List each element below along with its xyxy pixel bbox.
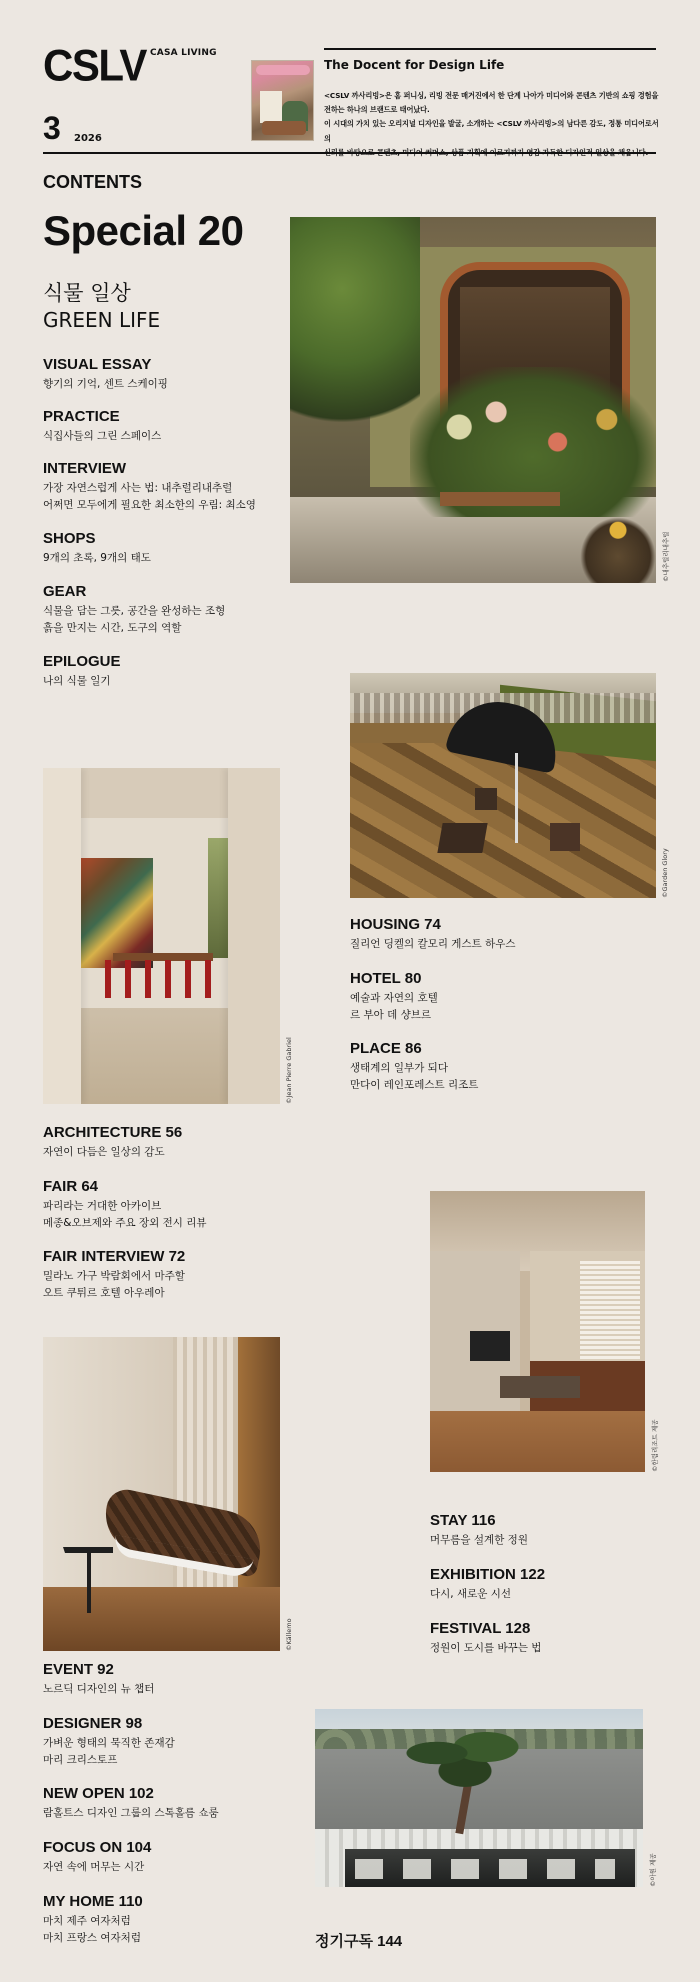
entry-title: FOCUS ON 104 bbox=[43, 1839, 152, 1856]
entry-subtitle: 자연이 다듬은 일상의 감도 bbox=[43, 1146, 165, 1158]
entry-designer[interactable] bbox=[43, 1715, 175, 1768]
entry-subtitle: 생태계의 일부가 되다 bbox=[350, 1062, 448, 1074]
special-title: Special 20 bbox=[43, 207, 244, 254]
entry-place[interactable] bbox=[350, 1040, 478, 1093]
docent-title: The Docent for Design Life bbox=[324, 58, 505, 72]
entry-subtitle: 파리라는 거대한 아카이브 bbox=[43, 1200, 162, 1212]
issue-year: 2026 bbox=[74, 133, 102, 144]
entry-practice[interactable] bbox=[43, 408, 161, 445]
docent-line: 이 시대의 가치 있는 오리지널 디자인을 발굴, 소개하는 <CSLV 까사리빙>의 남다른 감도, 정통 미디어로서의 bbox=[324, 119, 659, 143]
entry-hotel[interactable] bbox=[350, 970, 438, 1023]
special-subtitle-english: GREEN LIFE bbox=[43, 308, 161, 332]
special-subtitle-korean: 식물 일상 bbox=[43, 281, 131, 305]
entry-subtitle: 향기의 기억, 센트 스케이핑 bbox=[43, 378, 168, 390]
entry-title: HOTEL 80 bbox=[350, 970, 422, 987]
entry-subtitle: 식집사들의 그린 스페이스 bbox=[43, 430, 162, 442]
entry-fair[interactable] bbox=[43, 1178, 207, 1231]
entry-subtitle: 가벼운 형태의 묵직한 존재감 bbox=[43, 1737, 175, 1749]
entry-subtitle: 다시, 새로운 시선 bbox=[430, 1588, 512, 1600]
entry-title: GEAR bbox=[43, 583, 87, 600]
photo-credit: ©Garden Glory bbox=[661, 848, 669, 898]
photo-credit: ©Jean Pierre Gabriel bbox=[285, 1037, 293, 1104]
entry-subtitle: 오트 쿠튀르 호텔 아우레아 bbox=[43, 1286, 165, 1299]
entry-title: PLACE 86 bbox=[350, 1040, 422, 1057]
entry-subtitle: 예술과 자연의 호텔 bbox=[350, 992, 438, 1004]
entry-title: FAIR INTERVIEW 72 bbox=[43, 1248, 186, 1265]
docent-line: 신뢰를 바탕으로 콘텐츠, 미디어 커머스, 상품 기획에 이르기까지 영감 가득한 디자인적 일상을 채웁니다. bbox=[324, 147, 649, 157]
entry-subtitle: 어쩌면 모두에게 필요한 최소한의 우림: 최소영 bbox=[43, 498, 256, 511]
entry-title: EVENT 92 bbox=[43, 1661, 114, 1678]
entry-title: HOUSING 74 bbox=[350, 916, 441, 933]
entry-title: MY HOME 110 bbox=[43, 1893, 143, 1910]
entry-event[interactable] bbox=[43, 1661, 154, 1698]
entry-subtitle: 노르딕 디자인의 뉴 챕터 bbox=[43, 1683, 155, 1695]
entry-my-home[interactable] bbox=[43, 1893, 143, 1946]
entry-fair-interview[interactable] bbox=[43, 1248, 185, 1301]
entry-new-open[interactable] bbox=[43, 1785, 219, 1822]
entry-subtitle: 자연 속에 머무는 시간 bbox=[43, 1861, 145, 1873]
entry-epilogue[interactable] bbox=[43, 653, 121, 690]
entry-subscription[interactable] bbox=[315, 1933, 402, 1951]
photo-credit: ©한림리조트 제공 bbox=[651, 1419, 659, 1472]
entry-subtitle: 람홀트스 디자인 그룹의 스톡홀름 쇼룸 bbox=[43, 1807, 219, 1819]
docent-line: 전하는 하나의 브랜드로 태어났다. bbox=[324, 105, 430, 115]
photo-rooftop-umbrella bbox=[350, 673, 656, 898]
docent-line: <CSLV 까사리빙>은 홈 퍼니싱, 리빙 전문 매거진에서 한 단계 나아가 미디어와 콘텐츠 기반의 쇼핑 경험을 bbox=[324, 91, 659, 100]
entry-visual-essay[interactable] bbox=[43, 356, 168, 393]
entry-title: NEW OPEN 102 bbox=[43, 1785, 154, 1802]
entry-subtitle: 나의 식물 일기 bbox=[43, 675, 111, 687]
entry-subtitle: 마치 프랑스 여자처럼 bbox=[43, 1931, 141, 1944]
entry-title: INTERVIEW bbox=[43, 460, 127, 477]
entry-title: VISUAL ESSAY bbox=[43, 356, 152, 373]
photo-interior-painting bbox=[43, 768, 280, 1104]
entry-subtitle: 식물을 담는 그릇, 공간을 완성하는 조형 bbox=[43, 605, 226, 617]
entry-subtitle: 9개의 초록, 9개의 태도 bbox=[43, 552, 151, 564]
entry-subtitle: 질리언 딩켈의 칼모리 게스트 하우스 bbox=[350, 938, 516, 950]
entry-focus-on[interactable] bbox=[43, 1839, 151, 1876]
entry-subtitle: 흙을 만지는 시간, 도구의 역할 bbox=[43, 621, 182, 634]
docent-description bbox=[324, 89, 664, 160]
entry-title: SHOPS bbox=[43, 530, 96, 547]
entry-subtitle: 마리 크리스토프 bbox=[43, 1753, 118, 1766]
entry-subtitle: 가장 자연스럽게 사는 법: 내추럴리내추럴 bbox=[43, 482, 233, 494]
entry-festival[interactable] bbox=[430, 1620, 541, 1657]
photo-credit: ©내추럴리내추럴 bbox=[662, 531, 670, 582]
entry-title: EPILOGUE bbox=[43, 653, 121, 670]
entry-gear[interactable] bbox=[43, 583, 225, 636]
entry-title: EXHIBITION 122 bbox=[430, 1566, 546, 1583]
entry-title: DESIGNER 98 bbox=[43, 1715, 143, 1732]
issue-number: 3 bbox=[43, 110, 61, 146]
photo-lounge-chair bbox=[43, 1337, 280, 1651]
entry-subtitle: 정원이 도시를 바꾸는 법 bbox=[430, 1642, 542, 1654]
entry-subtitle: 머무름을 설계한 정원 bbox=[430, 1534, 528, 1546]
photo-bedroom-corridor bbox=[430, 1191, 645, 1472]
entry-shops[interactable] bbox=[43, 530, 151, 567]
magazine-logo: CSLV bbox=[43, 40, 146, 91]
entry-architecture[interactable] bbox=[43, 1124, 182, 1161]
entry-housing[interactable] bbox=[350, 916, 516, 953]
entry-subtitle: 르 부아 데 샹브르 bbox=[350, 1008, 432, 1021]
photo-credit: ©아원 제공 bbox=[649, 1853, 657, 1887]
entry-title: FESTIVAL 128 bbox=[430, 1620, 531, 1637]
entry-subtitle: 밀라노 가구 박람회에서 마주할 bbox=[43, 1270, 185, 1282]
photo-credit: ©Källemo bbox=[285, 1618, 293, 1651]
photo-garden-shop bbox=[290, 217, 656, 583]
cover-thumbnail bbox=[251, 60, 314, 141]
photo-pine-garden bbox=[315, 1709, 643, 1887]
entry-subtitle: 만다이 레인포레스트 리조트 bbox=[350, 1078, 479, 1091]
entry-title: 정기구독 144 bbox=[315, 1933, 403, 1950]
entry-title: STAY 116 bbox=[430, 1512, 496, 1529]
entry-exhibition[interactable] bbox=[430, 1566, 545, 1603]
entry-title: ARCHITECTURE 56 bbox=[43, 1124, 183, 1141]
header-top-rule bbox=[324, 48, 656, 50]
entry-title: PRACTICE bbox=[43, 408, 120, 425]
entry-interview[interactable] bbox=[43, 460, 256, 513]
entry-subtitle: 메종&오브제와 주요 장외 전시 리뷰 bbox=[43, 1216, 207, 1229]
logo-subtitle: CASA LIVING bbox=[150, 48, 217, 58]
entry-title: FAIR 64 bbox=[43, 1178, 99, 1195]
entry-stay[interactable] bbox=[430, 1512, 528, 1549]
entry-subtitle: 마치 제주 여자처럼 bbox=[43, 1915, 131, 1927]
contents-heading: CONTENTS bbox=[43, 172, 142, 192]
